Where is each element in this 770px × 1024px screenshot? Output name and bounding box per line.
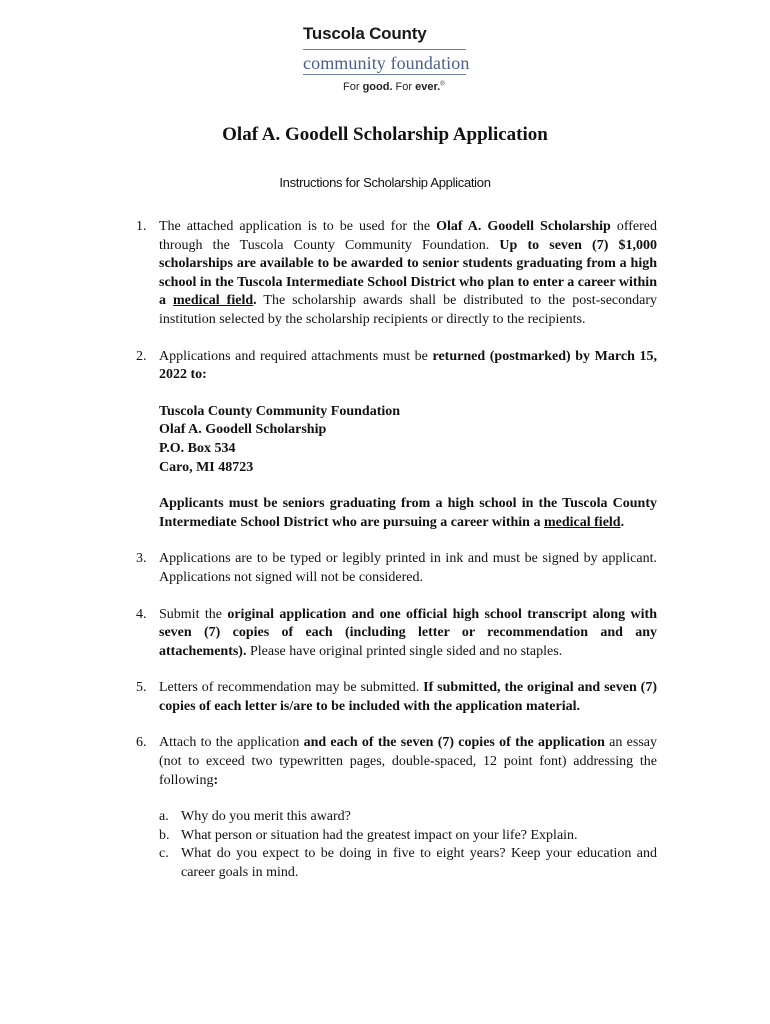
page-subtitle: Instructions for Scholarship Application [279,175,491,190]
logo-org-sub: community foundation [303,53,470,73]
item-number: 1. [136,219,147,234]
logo-rule-top [303,49,466,50]
instruction-item-5: 5. Letters of recommendation may be submitted. If submitted, the original and seven (7) copies of each letter is/are to be included with the application material. [136,680,657,714]
logo-rule-bottom [303,74,466,75]
essay-questions [159,808,657,882]
item-number: 2. [136,348,147,364]
instruction-item-6: 6. Attach to the application and each of the seven (7) copies of the application an essay (not to exceed two typewritten pages, double-spaced, 12 point font) addressing the following: a. Why do you merit this award? b. What person or situation had the greatest impact on your life? Explain. c. What do you expect to be doing in five to eight years? Keep your education and career goals in mind. [136,734,657,882]
item-number: 5. [136,680,147,696]
foundation-logo [0,0,770,100]
instructions-list [136,218,657,901]
item-number: 6. [136,735,147,751]
item-number: 4. [136,606,147,622]
instruction-item-3: 3. Applications are to be typed or legibly printed in ink and must be signed by applicant. Applications not signed will not be considered. [136,551,657,585]
essay-question-a: a. Why do you merit this award? [159,809,351,825]
instruction-item-4: 4. Submit the original application and one official high school transcript along with seven (7) copies of each (including letter or recommendation and any attachements). Please have original printed single sided and no staples. [136,606,657,659]
page-title: Olaf A. Goodell Scholarship Application [222,124,548,145]
mailing-address: Tuscola County Community Foundation Olaf A. Goodell Scholarship P.O. Box 534 Caro, MI 48723 [159,403,401,475]
item-number: 3. [136,551,147,567]
eligibility-note: Applicants must be seniors graduating from a high school in the Tuscola County Intermediate School District who are pursuing a career within a medical field. [159,496,657,530]
instruction-item-1: 1. The attached application is to be used for the Olaf A. Goodell Scholarship offered through the Tuscola County Community Foundation. Up to seven (7) $1,000 scholarships are available to be awarded to senior students graduating from a high school in the Tuscola Intermediate School District who plan to enter a career within a medical field. The scholarship awards shall be distributed to the post-secondary institution selected by the scholarship recipients or directly to the recipients. [136,219,657,327]
logo-org-name: Tuscola County [303,24,427,43]
logo-tagline: For good. For ever.® [343,81,445,93]
essay-question-b: b. What person or situation had the greatest impact on your life? Explain. [159,827,578,843]
instruction-item-2: 2. Applications and required attachments must be returned (postmarked) by March 15, 2022 to: Tuscola County Community Foundation Olaf A. Goodell Scholarship P.O. Box 534 Caro, MI 48723 Applicants must be seniors graduating from a high school in the Tuscola County Intermediate School District who are pursuing a career within a medical field. [136,348,657,533]
essay-question-c: c. What do you expect to be doing in five to eight years? Keep your education and career goals in mind. [159,846,657,881]
